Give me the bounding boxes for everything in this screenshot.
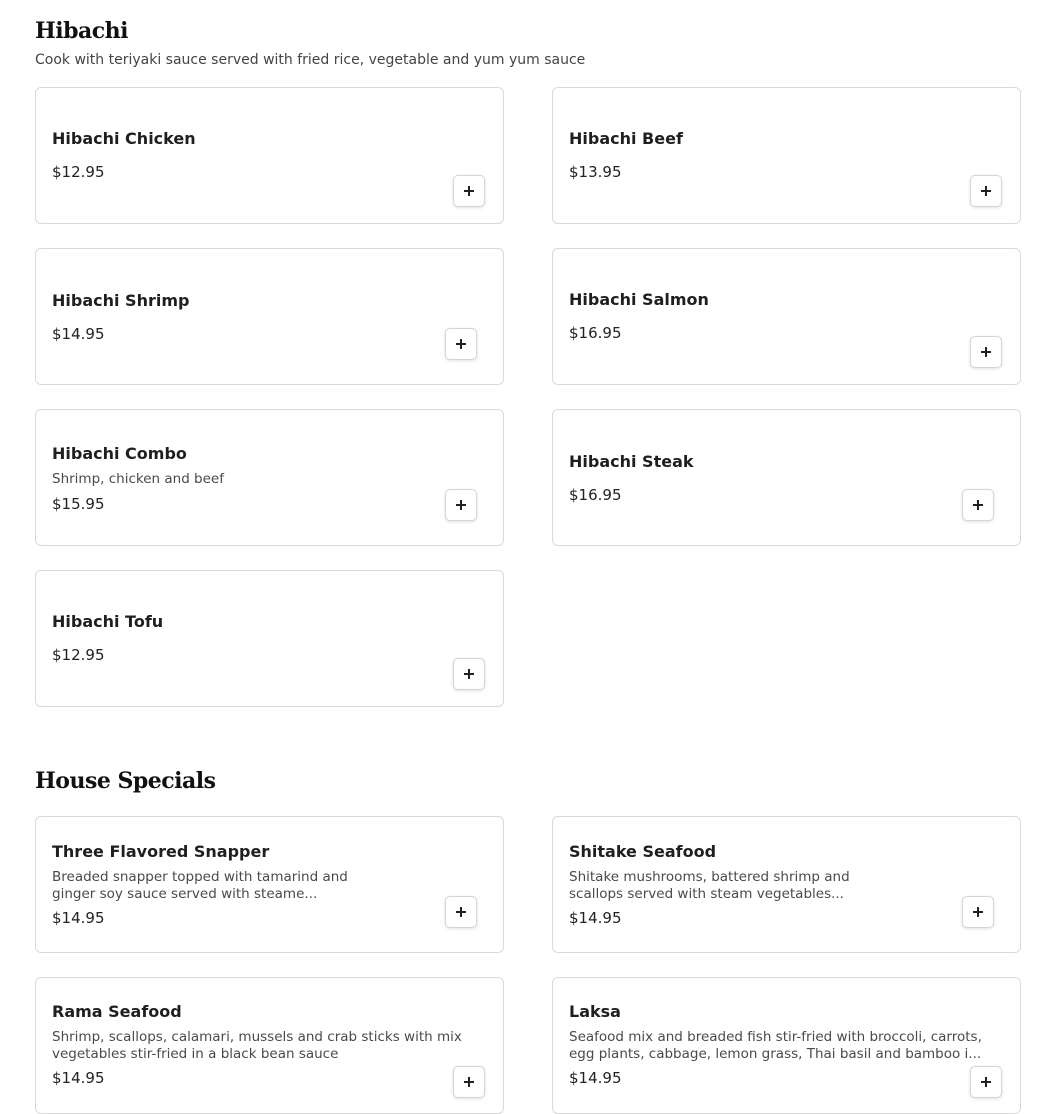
section-description: Cook with teriyaki sauce served with fried rice, vegetable and yum yum sauce <box>35 52 586 68</box>
item-name: Hibachi Beef <box>569 129 683 148</box>
menu-item-card[interactable] <box>552 409 1021 546</box>
add-item-button[interactable] <box>453 1066 485 1098</box>
add-item-button[interactable] <box>962 489 994 521</box>
item-name: Three Flavored Snapper <box>52 842 270 861</box>
item-name: Shitake Seafood <box>569 842 717 861</box>
menu-item-card[interactable] <box>35 570 504 707</box>
menu-item-card[interactable] <box>552 248 1021 385</box>
item-description: Seafood mix and breaded fish stir-fried with broccoli, carrots, egg plants, cabbage, lemon grass, Thai basil and bamboo i... <box>569 1029 982 1062</box>
item-description: Breaded snapper topped with tamarind and ginger soy sauce served with steame... <box>52 869 348 902</box>
menu-item-card[interactable] <box>552 87 1021 224</box>
item-name: Hibachi Chicken <box>52 129 196 148</box>
menu-item-card[interactable] <box>35 977 504 1114</box>
item-name: Hibachi Tofu <box>52 612 164 631</box>
item-price: $12.95 <box>52 646 105 664</box>
section-title: Hibachi <box>35 18 129 44</box>
plus-icon <box>464 186 474 196</box>
item-price: $14.95 <box>52 909 105 927</box>
plus-icon <box>456 907 466 917</box>
add-item-button[interactable] <box>453 658 485 690</box>
plus-icon <box>464 1077 474 1087</box>
item-price: $15.95 <box>52 495 105 513</box>
item-price: $12.95 <box>52 163 105 181</box>
add-item-button[interactable] <box>970 1066 1002 1098</box>
item-description: Shrimp, chicken and beef <box>52 471 224 487</box>
menu-item-card[interactable] <box>35 248 504 385</box>
item-price: $16.95 <box>569 486 622 504</box>
item-price: $14.95 <box>52 325 105 343</box>
menu-item-card[interactable] <box>552 977 1021 1114</box>
plus-icon <box>973 907 983 917</box>
add-item-button[interactable] <box>445 328 477 360</box>
item-price: $13.95 <box>569 163 622 181</box>
plus-icon <box>456 339 466 349</box>
item-name: Hibachi Steak <box>569 452 694 471</box>
item-name: Hibachi Combo <box>52 444 187 463</box>
add-item-button[interactable] <box>453 175 485 207</box>
item-price: $16.95 <box>569 324 622 342</box>
menu-item-card[interactable] <box>552 816 1021 953</box>
add-item-button[interactable] <box>970 336 1002 368</box>
item-name: Hibachi Salmon <box>569 290 709 309</box>
item-name: Rama Seafood <box>52 1002 182 1021</box>
plus-icon <box>456 500 466 510</box>
plus-icon <box>973 500 983 510</box>
section-hibachi <box>35 0 1021 720</box>
item-name: Laksa <box>569 1002 621 1021</box>
add-item-button[interactable] <box>970 175 1002 207</box>
item-description: Shitake mushrooms, battered shrimp and scallops served with steam vegetables... <box>569 869 850 902</box>
menu-item-card[interactable] <box>35 409 504 546</box>
add-item-button[interactable] <box>445 489 477 521</box>
menu-item-card[interactable] <box>35 87 504 224</box>
section-title: House Specials <box>35 768 216 794</box>
item-price: $14.95 <box>569 1069 622 1087</box>
plus-icon <box>464 669 474 679</box>
item-description: Shrimp, scallops, calamari, mussels and crab sticks with mix vegetables stir-fried in a black bean sauce <box>52 1029 462 1062</box>
plus-icon <box>981 347 991 357</box>
item-price: $14.95 <box>569 909 622 927</box>
menu-item-card[interactable] <box>35 816 504 953</box>
plus-icon <box>981 1077 991 1087</box>
add-item-button[interactable] <box>445 896 477 928</box>
item-name: Hibachi Shrimp <box>52 291 190 310</box>
add-item-button[interactable] <box>962 896 994 928</box>
plus-icon <box>981 186 991 196</box>
item-price: $14.95 <box>52 1069 105 1087</box>
